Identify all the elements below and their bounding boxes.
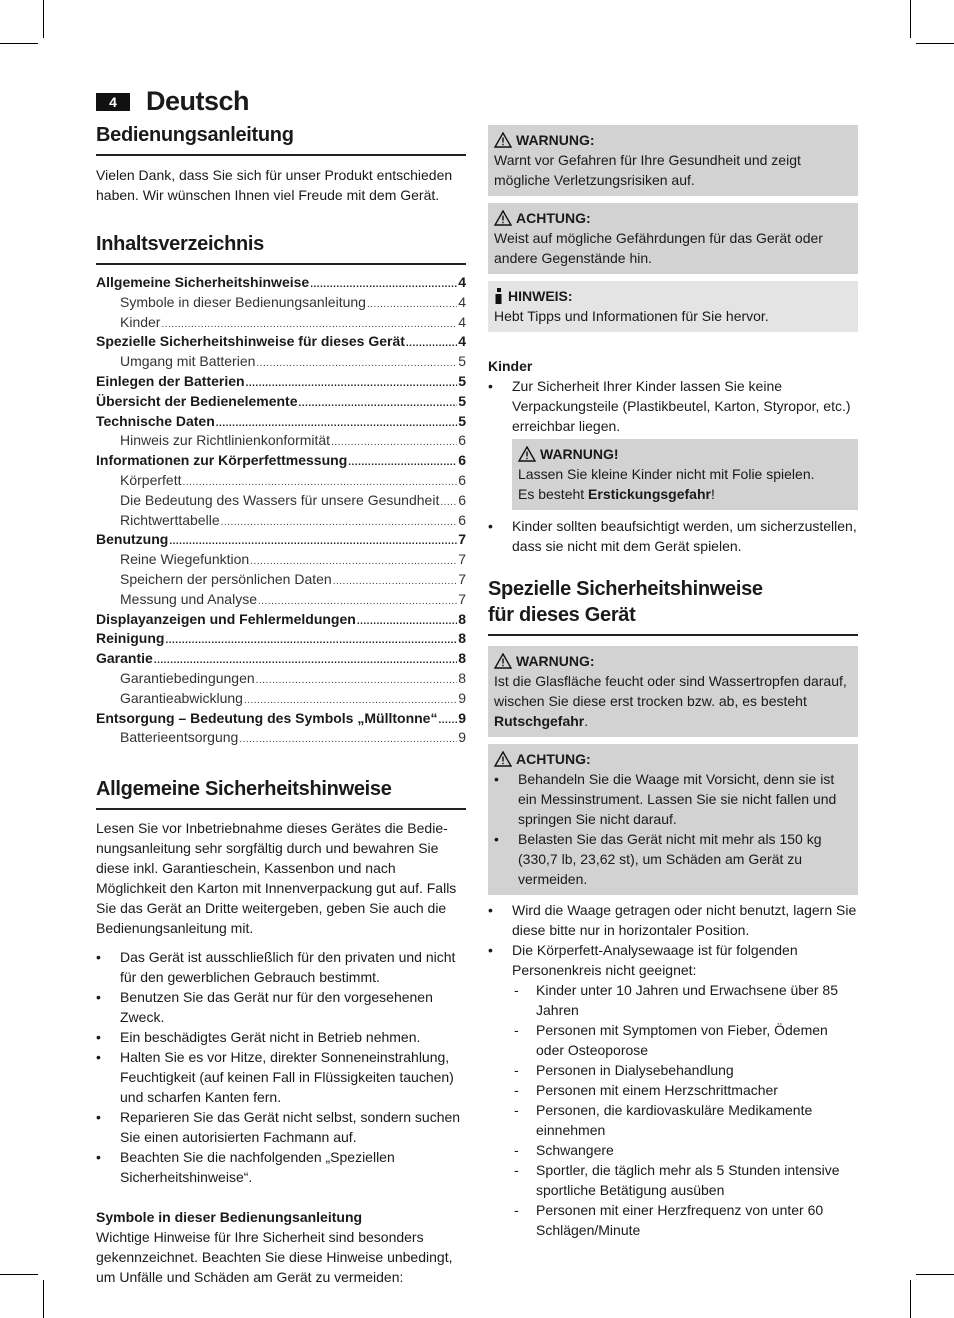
children-warning-title: WARNUNG! xyxy=(540,446,619,462)
toc-leader-dots xyxy=(239,730,457,748)
toc-entry-title: Körperfett xyxy=(120,471,182,488)
toc-entry-title: Garantieabwicklung xyxy=(120,689,243,706)
warning-box xyxy=(488,125,858,196)
toc-page-number: 5 xyxy=(458,372,466,389)
toc-row xyxy=(96,471,466,491)
toc-page-number: 8 xyxy=(458,610,466,627)
crop-mark xyxy=(0,43,38,44)
toc-leader-dots xyxy=(182,473,457,491)
toc-row xyxy=(96,352,466,372)
list-item: • Ein beschädigtes Gerät nicht in Betrieb nehmen. xyxy=(96,1027,466,1047)
toc-leader-dots xyxy=(165,631,457,649)
toc-entry-title: Garantie xyxy=(96,650,153,667)
toc-leader-dots xyxy=(258,592,457,610)
toc-page-number: 7 xyxy=(458,551,466,568)
warning-emphasis: Erstickungsgefahr xyxy=(588,486,711,502)
toc-row xyxy=(96,293,466,313)
list-item: • Halten Sie es vor Hitze, direkter Sonneneinstrahlung, Feuchtigkeit (auf keinen Fall in Flüssigkeiten tauchen) und scharfen Kanten fern. xyxy=(96,1047,466,1107)
toc-row xyxy=(96,570,466,590)
toc-row xyxy=(96,451,466,471)
warning-text-part: ! xyxy=(710,486,715,502)
toc-page-number: 6 xyxy=(458,491,466,508)
toc-entry-title: Technische Daten xyxy=(96,412,215,429)
toc-leader-dots xyxy=(161,315,457,333)
toc-row xyxy=(96,649,466,669)
note-title: HINWEIS: xyxy=(508,288,573,304)
toc-entry-title: Allgemeine Sicherheitshinweise xyxy=(96,274,310,290)
toc-row xyxy=(96,392,466,412)
list-item: • Kinder sollten beaufsichtigt werden, um sicherzustellen, dass sie nicht mit dem Gerät spielen. xyxy=(488,516,858,556)
toc-page-number: 4 xyxy=(458,274,466,290)
list-item: • Das Gerät ist ausschließlich für den privaten und nicht für den gewerblichen Gebrauch bestimmt. xyxy=(96,947,466,987)
list-item: • Reparieren Sie das Gerät nicht selbst, sondern suchen Sie einen autorisierten Fachmann auf. xyxy=(96,1107,466,1147)
toc-leader-dots xyxy=(438,711,457,729)
toc-leader-dots xyxy=(246,374,458,392)
toc-page-number: 5 xyxy=(458,353,466,370)
toc-row xyxy=(96,590,466,610)
list-item: - Personen in Dialysebehandlung xyxy=(512,1060,858,1080)
toc-leader-dots xyxy=(216,414,457,432)
list-item: • Wird die Waage getragen oder nicht benutzt, lagern Sie diese bitte nur in horizontaler Position. xyxy=(488,900,858,940)
toc-page-number: 9 xyxy=(458,689,466,706)
toc-page-number: 5 xyxy=(458,412,466,429)
toc-page-number: 9 xyxy=(458,729,466,746)
warning-text-part: Es besteht xyxy=(518,486,589,502)
toc-page-number: 5 xyxy=(458,392,466,409)
page-header xyxy=(96,88,466,118)
toc-row xyxy=(96,530,466,550)
toc-leader-dots xyxy=(333,572,458,590)
toc-row xyxy=(96,313,466,333)
warning-title: WARNUNG: xyxy=(516,132,595,148)
table-of-contents xyxy=(96,273,466,748)
toc-leader-dots xyxy=(256,354,457,372)
crop-mark xyxy=(43,1280,44,1318)
toc-entry-title: Benutzung xyxy=(96,531,169,548)
crop-mark xyxy=(910,1280,911,1318)
page-number: 4 xyxy=(96,93,130,111)
warning-text-part: . xyxy=(584,713,589,729)
children-heading: Kinder xyxy=(488,358,533,374)
toc-page-number: 7 xyxy=(458,531,466,548)
special-warning-box xyxy=(488,646,858,737)
toc-entry-title: Übersicht der Bedienelemente xyxy=(96,392,298,409)
note-text: Hebt Tipps und Informationen für Sie hervor. xyxy=(494,308,769,324)
crop-mark xyxy=(916,43,954,44)
special-caution-title: ACHTUNG: xyxy=(516,751,591,767)
special-heading xyxy=(488,576,858,636)
toc-leader-dots xyxy=(256,671,458,689)
toc-page-number: 6 xyxy=(458,511,466,528)
warning-text-part: Ist die Glasfläche feucht oder sind Wassertropfen darauf, wischen Sie diese erst trocken bzw. ab, es besteht xyxy=(494,673,847,709)
warning-triangle-icon xyxy=(494,751,512,767)
toc-row xyxy=(96,610,466,630)
toc-page-number: 4 xyxy=(458,293,466,310)
caution-bullets xyxy=(494,769,852,889)
toc-row xyxy=(96,412,466,432)
toc-leader-dots xyxy=(331,433,457,451)
right-column xyxy=(488,125,858,1240)
toc-row xyxy=(96,273,466,293)
language-title: Deutsch xyxy=(146,86,250,116)
toc-entry-title: Die Bedeutung des Wassers für unsere Gesundheit xyxy=(120,491,440,508)
special-caution-box xyxy=(488,744,858,895)
list-item: • Behandeln Sie die Waage mit Vorsicht, denn sie ist ein Messinstrument. Lassen Sie sie nicht fallen und springen Sie nicht darauf. xyxy=(494,769,852,829)
toc-row xyxy=(96,431,466,451)
toc-row xyxy=(96,372,466,392)
toc-entry-title: Richtwerttabelle xyxy=(120,511,220,528)
general-text: Lesen Sie vor Inbetriebnahme dieses Gerätes die Bedienungsanleitung sehr sorgfältig durch und bewahren Sie diese inkl. Garantieschein, Kassenbon und nach Möglichkeit den Karton mit Innenverpackung gut auf. Falls Sie das Gerät an Dritte weitergeben, geben Sie auch die Bedienungsanleitung mit. xyxy=(96,820,457,937)
toc-leader-dots xyxy=(406,334,457,352)
note-box xyxy=(488,281,858,332)
list-item: - Personen mit einem Herzschrittmacher xyxy=(512,1080,858,1100)
special-heading-line1: Spezielle Sicherheitshinweise xyxy=(488,578,763,600)
toc-row xyxy=(96,511,466,531)
toc-entry-title: Spezielle Sicherheitshinweise für dieses Gerät xyxy=(96,333,405,350)
toc-page-number: 6 xyxy=(458,452,466,469)
toc-leader-dots xyxy=(169,532,457,550)
toc-page-number: 4 xyxy=(458,313,466,330)
toc-heading: Inhaltsverzeichnis xyxy=(96,231,466,265)
special-heading-line2: für dieses Gerät xyxy=(488,604,636,626)
toc-entry-title: Umgang mit Batterien xyxy=(120,353,256,370)
toc-row xyxy=(96,669,466,689)
toc-leader-dots xyxy=(367,295,457,313)
special-bullets xyxy=(488,900,858,1240)
toc-page-number: 6 xyxy=(458,471,466,488)
toc-entry-title: Messung und Analyse xyxy=(120,590,257,607)
toc-entry-title: Garantiebedingungen xyxy=(120,669,255,686)
toc-page-number: 9 xyxy=(458,709,466,726)
list-item: - Kinder unter 10 Jahren und Erwachsene über 85 Jahren xyxy=(512,980,858,1020)
toc-row xyxy=(96,709,466,729)
toc-entry-title: Speichern der persönlichen Daten xyxy=(120,570,332,587)
toc-entry-title: Entsorgung – Bedeutung des Symbols „Mülltonne“ xyxy=(96,709,438,726)
list-item: • Beachten Sie die nachfolgenden „Speziellen Sicherheitshinweise“. xyxy=(96,1147,466,1187)
children-bullets-2 xyxy=(488,516,858,556)
warning-triangle-icon xyxy=(494,210,512,226)
toc-leader-dots xyxy=(440,493,457,511)
caution-title: ACHTUNG: xyxy=(516,210,591,226)
toc-leader-dots xyxy=(154,651,457,669)
toc-entry-title: Kinder xyxy=(120,313,161,330)
list-item xyxy=(488,940,858,1240)
toc-leader-dots xyxy=(244,691,457,709)
crop-mark xyxy=(0,1274,38,1275)
intro-heading: Bedienungsanleitung xyxy=(96,122,466,156)
warning-text: Warnt vor Gefahren für Ihre Gesundheit und zeigt mögliche Verletzungsrisiken auf. xyxy=(494,152,801,188)
list-item: - Sportler, die täglich mehr als 5 Stunden intensive sportliche Betätigung ausüben xyxy=(512,1160,858,1200)
toc-page-number: 7 xyxy=(458,570,466,587)
caution-text: Weist auf mögliche Gefährdungen für das Gerät oder andere Gegenstände hin. xyxy=(494,230,823,266)
general-heading: Allgemeine Sicherheitshinweise xyxy=(96,776,466,810)
toc-page-number: 8 xyxy=(458,630,466,647)
toc-entry-title: Hinweis zur Richtlinienkonformität xyxy=(120,432,331,449)
toc-entry-title: Batterieentsorgung xyxy=(120,729,239,746)
toc-leader-dots xyxy=(221,513,458,531)
list-item: - Personen mit einer Herzfrequenz von unter 60 Schlägen/Minute xyxy=(512,1200,858,1240)
list-item: - Schwangere xyxy=(512,1140,858,1160)
persons-list xyxy=(512,980,858,1240)
toc-leader-dots xyxy=(299,394,458,412)
toc-entry-title: Symbole in dieser Bedienungsanleitung xyxy=(120,293,366,310)
toc-entry-title: Einlegen der Batterien xyxy=(96,372,245,389)
toc-row xyxy=(96,491,466,511)
special-warning-text xyxy=(494,671,852,731)
persons-intro: Die Körperfett-Analysewaage ist für folgenden Personenkreis nicht geeignet: xyxy=(512,942,798,978)
list-item: • Belasten Sie das Gerät nicht mit mehr als 150 kg (330,7 lb, 23,62 st), um Schäden am Gerät zu vermeiden. xyxy=(494,829,852,889)
warning-triangle-icon xyxy=(494,132,512,148)
toc-page-number: 7 xyxy=(458,590,466,607)
crop-mark xyxy=(43,0,44,38)
toc-entry-title: Reinigung xyxy=(96,630,165,647)
toc-page-number: 8 xyxy=(458,650,466,667)
intro-text: Vielen Dank, dass Sie sich für unser Produkt entschieden haben. Wir wünschen Ihnen viel Freude mit dem Gerät. xyxy=(96,167,453,203)
toc-row xyxy=(96,728,466,748)
children-bullets xyxy=(488,376,858,436)
toc-entry-title: Informationen zur Körperfettmessung xyxy=(96,452,348,469)
crop-mark xyxy=(916,1274,954,1275)
toc-entry-title: Displayanzeigen und Fehlermeldungen xyxy=(96,610,356,627)
children-warning-box xyxy=(512,439,858,510)
toc-page-number: 4 xyxy=(458,333,466,350)
toc-leader-dots xyxy=(250,552,457,570)
warning-emphasis: Rutschgefahr xyxy=(494,713,585,729)
left-column xyxy=(96,122,466,1287)
toc-row xyxy=(96,550,466,570)
children-warning-line2 xyxy=(518,484,852,504)
toc-leader-dots xyxy=(310,275,457,293)
caution-box xyxy=(488,203,858,274)
list-item: • Benutzen Sie das Gerät nur für den vorgesehenen Zweck. xyxy=(96,987,466,1027)
warning-triangle-icon xyxy=(518,446,536,462)
toc-page-number: 8 xyxy=(458,669,466,686)
warning-triangle-icon xyxy=(494,653,512,669)
list-item: - Personen, die kardiovaskuläre Medikamente einnehmen xyxy=(512,1100,858,1140)
toc-page-number: 6 xyxy=(458,432,466,449)
info-icon xyxy=(494,288,504,304)
toc-entry-title: Reine Wiegefunktion xyxy=(120,551,250,568)
toc-row xyxy=(96,332,466,352)
toc-row xyxy=(96,629,466,649)
symbols-text: Wichtige Hinweise für Ihre Sicherheit sind besonders gekennzeichnet. Beachten Sie diese Hinweise unbedingt, um Unfälle und Schäden am Gerät zu vermeiden: xyxy=(96,1229,453,1286)
symbols-heading: Symbole in dieser Bedienungsanleitung xyxy=(96,1209,363,1226)
special-warning-title: WARNUNG: xyxy=(516,653,595,669)
toc-row xyxy=(96,689,466,709)
list-item: - Personen mit Symptomen von Fieber, Ödemen oder Osteoporose xyxy=(512,1020,858,1060)
crop-mark xyxy=(910,0,911,38)
children-warning-line1: Lassen Sie kleine Kinder nicht mit Folie spielen. xyxy=(518,466,815,482)
general-bullets xyxy=(96,947,466,1187)
toc-leader-dots xyxy=(348,453,457,471)
list-item: • Zur Sicherheit Ihrer Kinder lassen Sie keine Verpackungsteile (Plastikbeutel, Karton, Styropor, etc.) erreichbar liegen. xyxy=(488,376,858,436)
toc-leader-dots xyxy=(357,612,457,630)
